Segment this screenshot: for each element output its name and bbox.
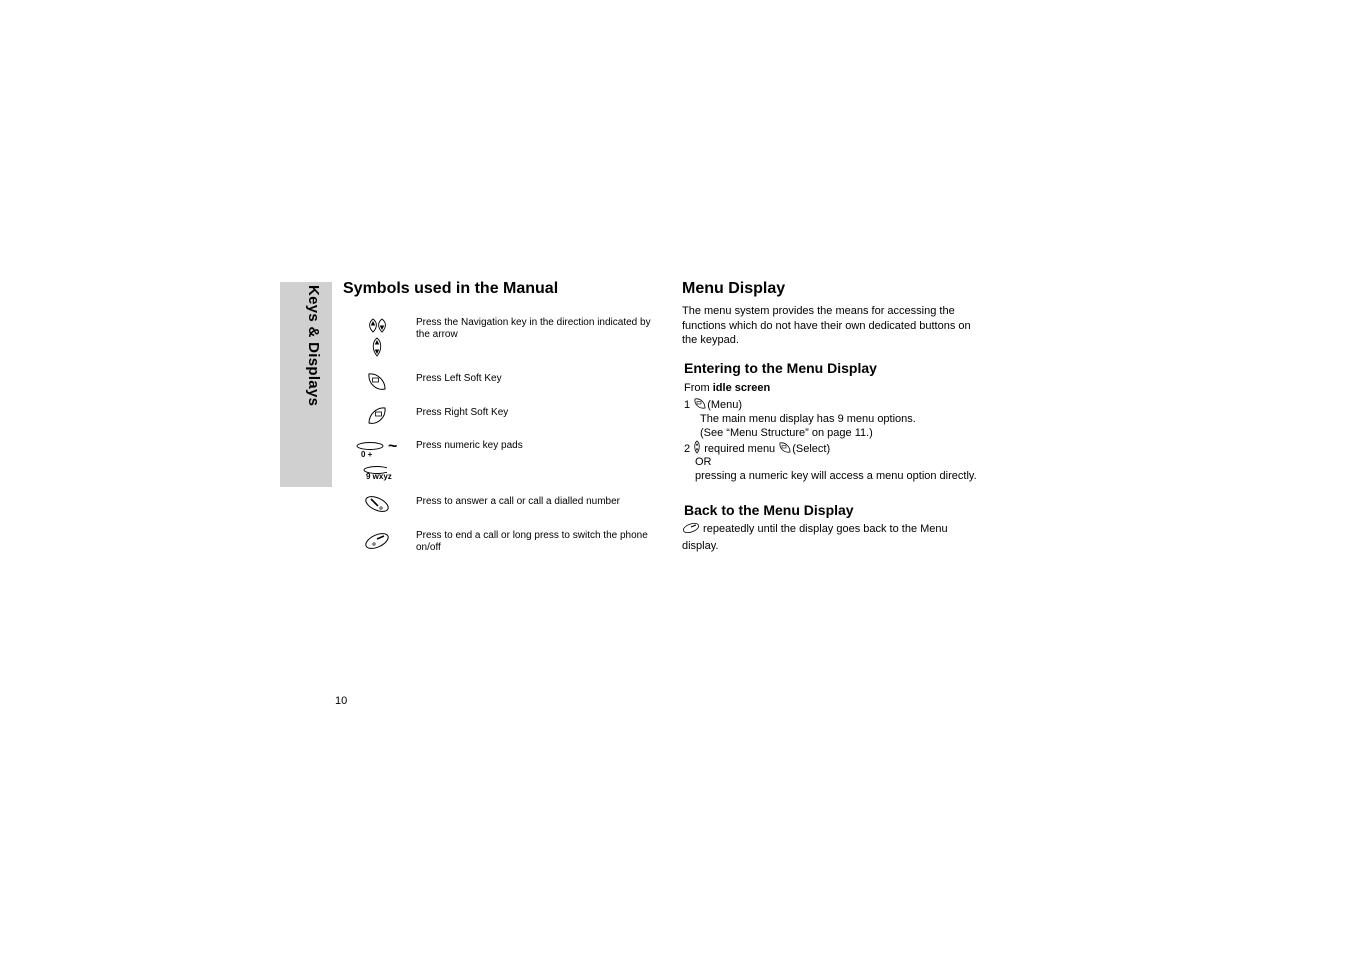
key-nine-label: 9 wxyz — [366, 472, 392, 481]
step-2-text-a: required menu — [701, 443, 779, 455]
key-zero-label: 0 + — [361, 450, 373, 459]
left-soft-key-icon — [366, 371, 388, 393]
or-text: OR — [695, 456, 712, 468]
menu-display-heading: Menu Display — [682, 280, 786, 297]
step-1-reference: (See “Menu Structure” on page 11.) — [700, 427, 873, 439]
back-text-body: repeatedly until the display goes back to the Menu display. — [682, 523, 948, 552]
side-tab-label: Keys & Displays — [305, 285, 322, 407]
idle-screen-label: idle screen — [712, 382, 771, 394]
symbol-text-end: Press to end a call or long press to switch the phone on/off — [416, 530, 648, 553]
step-1-text: (Menu) — [707, 399, 743, 411]
end-key-icon — [364, 531, 390, 551]
from-line — [684, 381, 770, 396]
entering-heading: Entering to the Menu Display — [684, 360, 877, 376]
tilde-range-icon: ~ — [388, 438, 398, 455]
navigation-key-icon — [366, 316, 390, 360]
symbol-text-navigation: Press the Navigation key in the direction indicated by the arrow — [416, 317, 651, 340]
send-key-icon — [364, 494, 390, 514]
step-1-number: 1 — [684, 399, 691, 411]
step-2-number: 2 — [684, 443, 691, 455]
symbol-text-numeric: Press numeric key pads — [416, 440, 523, 451]
end-key-icon — [682, 522, 700, 539]
step-2-text-b: (Select) — [792, 443, 831, 455]
symbol-text-send: Press to answer a call or call a dialled number — [416, 496, 620, 507]
menu-display-intro: The menu system provides the means for accessing the functions which do not have their own dedicated buttons on the keypad. — [682, 305, 971, 346]
back-text — [682, 522, 972, 553]
right-soft-key-icon — [366, 405, 388, 427]
symbol-text-right-soft: Press Right Soft Key — [416, 407, 509, 418]
from-prefix: From — [684, 382, 713, 394]
step-1-detail: The main menu display has 9 menu options. — [700, 413, 916, 425]
page-number: 10 — [335, 695, 348, 707]
symbols-heading: Symbols used in the Manual — [343, 280, 559, 297]
numeric-alternative-text: pressing a numeric key will access a menu option directly. — [695, 470, 977, 482]
symbol-text-left-soft: Press Left Soft Key — [416, 373, 502, 384]
back-heading: Back to the Menu Display — [684, 502, 854, 518]
left-soft-key-icon — [778, 441, 792, 459]
